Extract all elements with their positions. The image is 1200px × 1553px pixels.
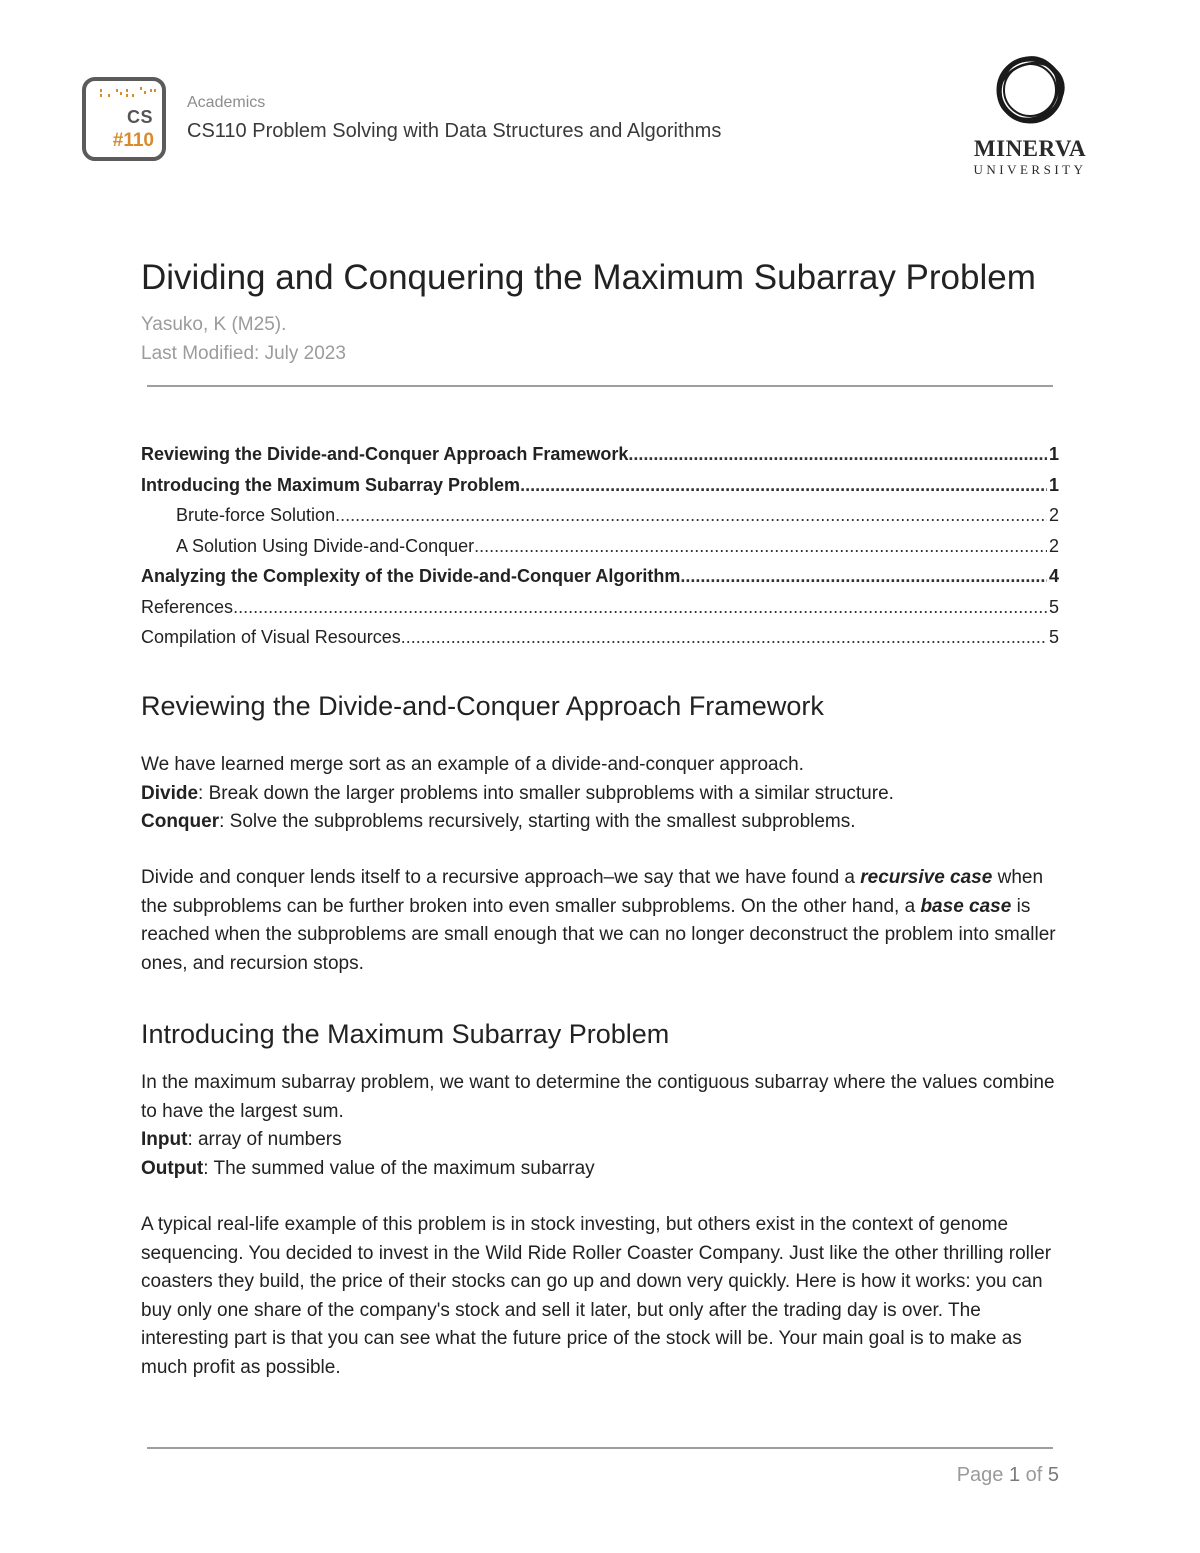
table-of-contents xyxy=(141,444,1059,658)
page-prefix: Page xyxy=(956,1464,1009,1486)
document-author: Yasuko, K (M25). xyxy=(141,314,287,335)
input-term: Input xyxy=(141,1129,188,1150)
section1-intro: We have learned merge sort as an example of a divide-and-conquer approach. xyxy=(141,754,804,775)
university-name: MINERVA xyxy=(973,136,1087,161)
toc-entry-label: Analyzing the Complexity of the Divide-and-Conquer Algorithm xyxy=(141,566,681,586)
toc-entry-label: Reviewing the Divide-and-Conquer Approach Framework xyxy=(141,444,629,464)
input-definition xyxy=(141,1126,1061,1155)
toc-entry[interactable] xyxy=(141,475,1059,506)
toc-entry[interactable] xyxy=(141,444,1059,475)
document-title: Dividing and Conquering the Maximum Subarray Problem xyxy=(141,258,1036,297)
divide-text: : Break down the larger problems into smaller subproblems with a similar structure. xyxy=(198,782,894,804)
section-heading: Reviewing the Divide-and-Conquer Approach Framework xyxy=(141,691,824,721)
toc-entry-label: A Solution Using Divide-and-Conquer xyxy=(176,535,475,556)
minerva-ring-icon xyxy=(991,50,1069,128)
university-subtitle: UNIVERSITY xyxy=(973,162,1087,177)
toc-leader xyxy=(474,536,1047,557)
section2-intro: In the maximum subarray problem, we want to determine the contiguous subarray where the values combine to have the largest sum. xyxy=(141,1072,1055,1122)
text-run: Divide and conquer lends itself to a recursive approach–we say that we have found a xyxy=(141,867,861,888)
toc-entry[interactable] xyxy=(141,536,1059,567)
divide-definition xyxy=(141,780,1061,809)
section2-definitions xyxy=(141,1069,1061,1183)
toc-entry[interactable] xyxy=(141,627,1059,658)
recursive-case-term: recursive case xyxy=(860,867,993,888)
section1-definitions xyxy=(141,751,1061,837)
toc-entry-page: 2 xyxy=(1048,505,1059,525)
toc-leader xyxy=(401,627,1047,648)
toc-leader xyxy=(680,566,1047,587)
university-logo xyxy=(960,50,1100,190)
page-total: 5 xyxy=(1047,1464,1059,1486)
text-run: when the subproblems can be further broken into even smaller subproblems. On the other hand, a xyxy=(141,867,1044,917)
page-of: of xyxy=(1020,1464,1048,1486)
toc-entry-page: 1 xyxy=(1048,444,1059,464)
base-case-term: base case xyxy=(920,895,1012,917)
toc-entry-page: 5 xyxy=(1048,596,1059,617)
section1-paragraph xyxy=(141,864,1061,978)
conquer-term: Conquer xyxy=(141,811,220,832)
header-category: Academics xyxy=(187,94,266,111)
section2-paragraph: A typical real-life example of this problem is in stock investing, but others exist in the context of genome sequencing. You decided to invest in the Wild Ride Roller Coaster Company. Just like the other thrilling roller coasters they build, the price of their stocks can go up and down very quickly. Here is how it works: you can buy only one share of the company's stock and sell it later, but only after the trading day is over. The interesting part is that you can see what the future price of the stock will be. Your main goal is to make as much profit as possible. xyxy=(141,1214,1052,1378)
toc-entry-page: 1 xyxy=(1048,474,1059,495)
page-number xyxy=(957,1464,1059,1487)
text-run: is reached when the subproblems are small enough that we can no longer deconstruct the problem into smaller ones, and recursion stops. xyxy=(141,895,1056,974)
toc-entry[interactable] xyxy=(141,566,1059,597)
last-modified: Last Modified: July 2023 xyxy=(141,343,346,364)
braille-dots-icon xyxy=(98,85,158,99)
page-current: 1 xyxy=(1008,1464,1021,1486)
output-definition xyxy=(141,1155,1061,1184)
toc-leader xyxy=(233,597,1047,618)
toc-entry-label: Introducing the Maximum Subarray Problem xyxy=(141,474,521,495)
output-term: Output xyxy=(141,1157,204,1179)
output-text: : The summed value of the maximum subarray xyxy=(203,1157,595,1179)
toc-entry-label: Brute-force Solution xyxy=(176,505,336,525)
title-divider xyxy=(147,385,1053,387)
toc-entry-page: 4 xyxy=(1048,566,1059,586)
toc-entry-label: Compilation of Visual Resources xyxy=(141,627,401,647)
toc-leader xyxy=(628,444,1047,465)
toc-entry-page: 5 xyxy=(1048,627,1059,647)
toc-leader xyxy=(335,505,1047,526)
header-course-title: CS110 Problem Solving with Data Structures and Algorithms xyxy=(187,120,722,142)
logo-cs-text: CS xyxy=(126,107,153,127)
footer-divider xyxy=(147,1447,1053,1449)
toc-entry-label: References xyxy=(141,596,234,617)
course-logo xyxy=(82,77,166,161)
divide-term: Divide xyxy=(141,782,199,804)
toc-leader xyxy=(520,475,1047,496)
logo-course-number: #110 xyxy=(112,130,154,151)
section-heading: Introducing the Maximum Subarray Problem xyxy=(141,1019,670,1049)
toc-entry-page: 2 xyxy=(1048,535,1059,556)
toc-entry[interactable] xyxy=(141,597,1059,628)
toc-entry[interactable] xyxy=(141,505,1059,536)
conquer-text: : Solve the subproblems recursively, starting with the smallest subproblems. xyxy=(219,811,856,832)
conquer-definition xyxy=(141,808,1061,837)
input-text: : array of numbers xyxy=(187,1129,342,1150)
